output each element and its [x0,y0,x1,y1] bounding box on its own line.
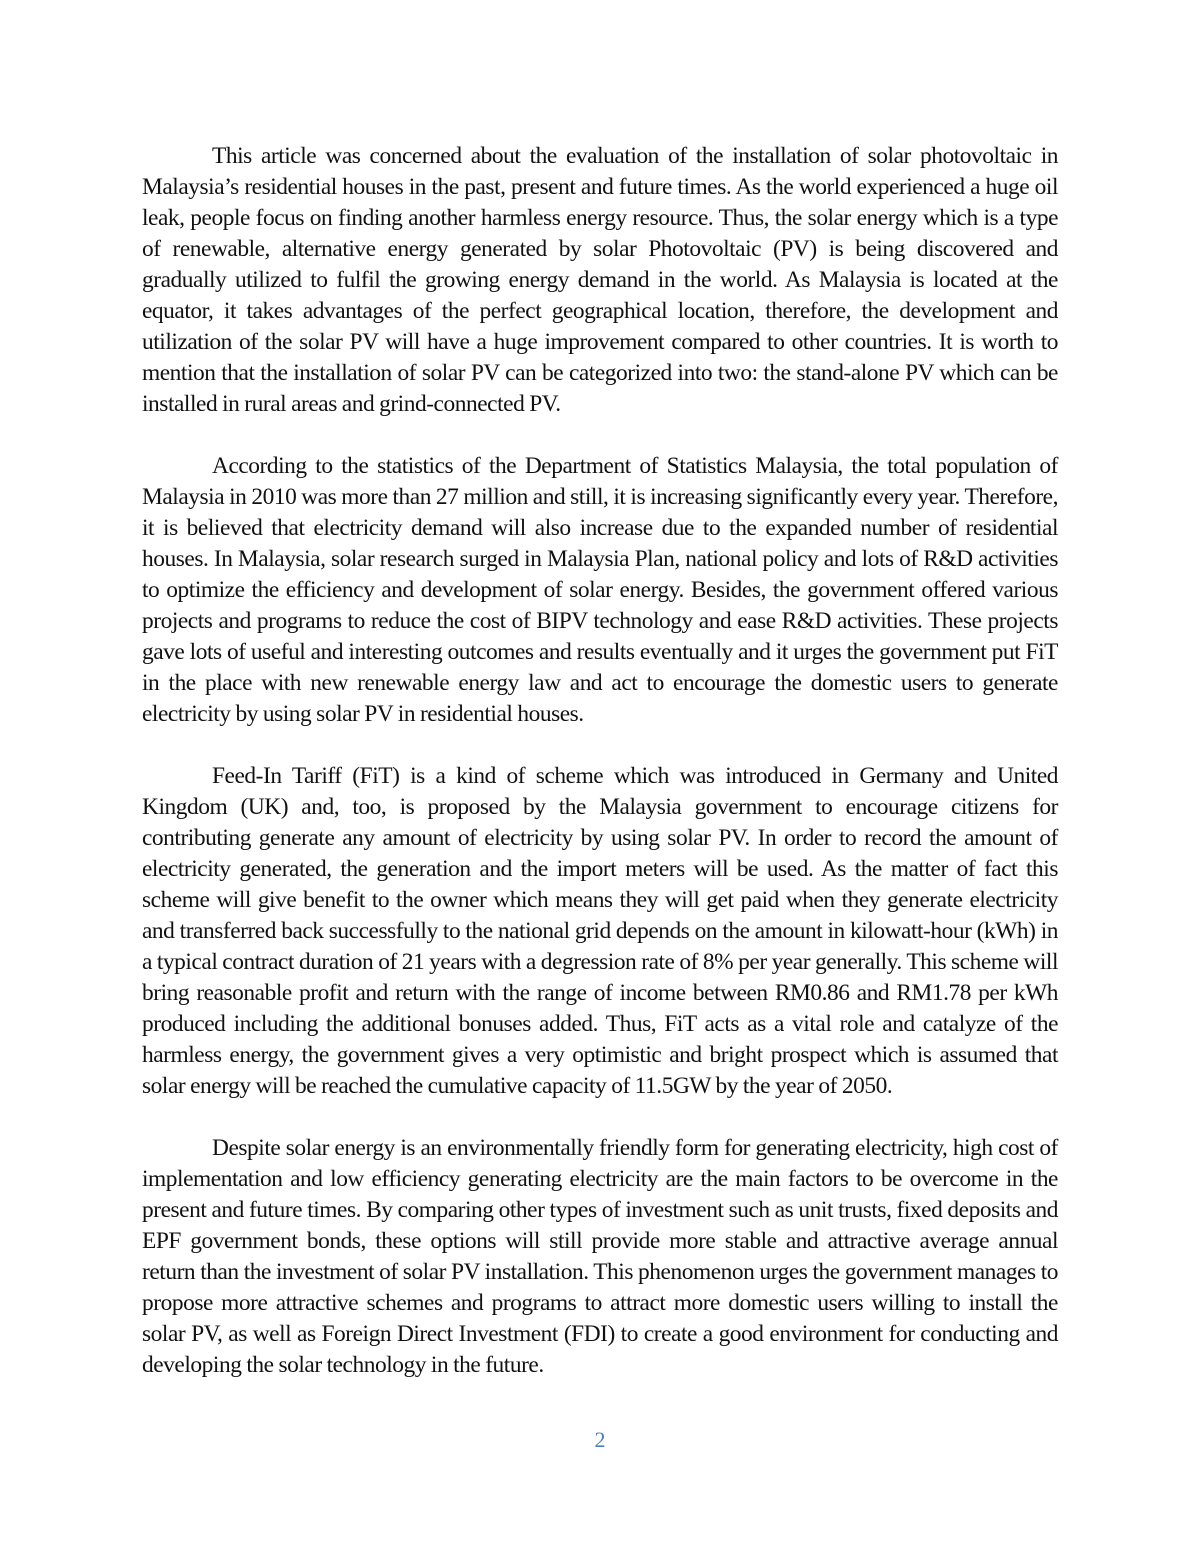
paragraph-3: Feed-In Tariff (FiT) is a kind of scheme which was introduced in Germany and United Kingdom (UK) and, too, is proposed by the Malaysia government to encourage citizens for contributing generate any amount of electricity by using solar PV. In order to record the amount of electricity generated, the generation and the import meters will be used. As the matter of fact this scheme will give benefit to the owner which means they will get paid when they generate electricity and transferred back successfully to the national grid depends on the amount in kilowatt-hour (kWh) in a typical contract duration of 21 years with a degression rate of 8% per year generally. This scheme will bring reasonable profit and return with the range of income between RM0.86 and RM1.78 per kWh produced including the additional bonuses added. Thus, FiT acts as a vital role and catalyze of the harmless energy, the government gives a very optimistic and bright prospect which is assumed that solar energy will be reached the cumulative capacity of 11.5GW by the year of 2050. [142,763,1058,1099]
paragraph-1: This article was concerned about the evaluation of the installation of solar photovoltaic in Malaysia’s residential houses in the past, present and future times. As the world experienced a huge oil leak, people focus on finding another harmless energy resource. Thus, the solar energy which is a type of renewable, alternative energy generated by solar Photovoltaic (PV) is being discovered and gradually utilized to fulfil the growing energy demand in the world. As Malaysia is located at the equator, it takes advantages of the perfect geographical location, therefore, the development and utilization of the solar PV will have a huge improvement compared to other countries. It is worth to mention that the installation of solar PV can be categorized into two: the stand-alone PV which can be installed in rural areas and grind-connected PV. [142,143,1058,417]
page-number: 2 [594,1427,606,1452]
paragraph-4: Despite solar energy is an environmentally friendly form for generating electricity, high cost of implementation and low efficiency generating electricity are the main factors to be overcome in the present and future times. By comparing other types of investment such as unit trusts, fixed deposits and EPF government bonds, these options will still provide more stable and attractive average annual return than the investment of solar PV installation. This phenomenon urges the government manages to propose more attractive schemes and programs to attract more domestic users willing to install the solar PV, as well as Foreign Direct Investment (FDI) to create a good environment for conducting and developing the solar technology in the future. [142,1135,1058,1378]
body-text [142,141,1058,1412]
paragraph-2: According to the statistics of the Department of Statistics Malaysia, the total population of Malaysia in 2010 was more than 27 million and still, it is increasing significantly every year. Therefore, it is believed that electricity demand will also increase due to the expanded number of residential houses. In Malaysia, solar research surged in Malaysia Plan, national policy and lots of R&D activities to optimize the efficiency and development of solar energy. Besides, the government offered various projects and programs to reduce the cost of BIPV technology and ease R&D activities. These projects gave lots of useful and interesting outcomes and results eventually and it urges the government put FiT in the place with new renewable energy law and act to encourage the domestic users to generate electricity by using solar PV in residential houses. [142,453,1058,727]
